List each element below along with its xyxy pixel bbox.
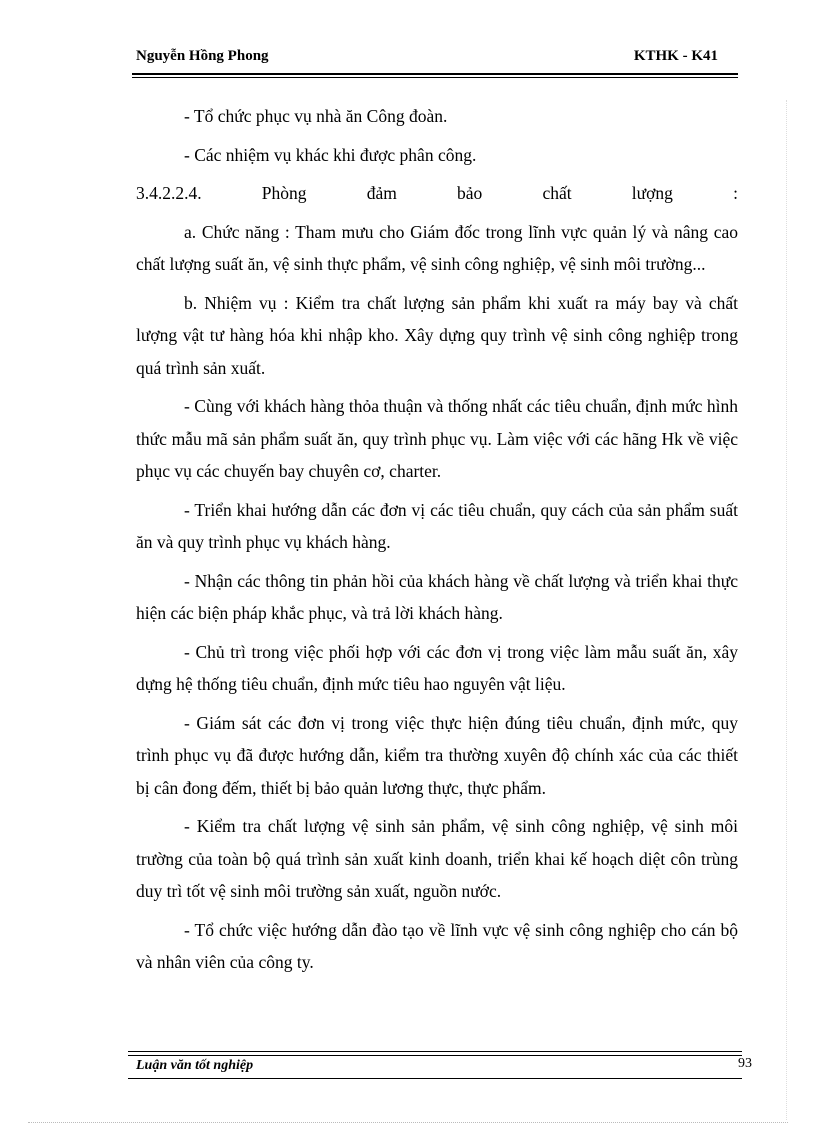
paragraph: - Triển khai hướng dẫn các đơn vị các tiêu chuẩn, quy cách của sản phẩm suất ăn và quy trình phục vụ khách hàng.	[136, 499, 738, 552]
footer-title: Luận văn tốt nghiệp	[136, 1058, 254, 1073]
paragraph: - Kiểm tra chất lượng vệ sinh sản phẩm, vệ sinh công nghiệp, vệ sinh môi trường của toàn bộ quá trình sản xuất kinh doanh, triển khai kế hoạch diệt côn trùng duy trì tốt vệ sinh môi trường sản xuất, nguồn nước.	[136, 816, 738, 901]
section-number: 3.4.2.2.4.	[136, 183, 202, 203]
header-class: KTHK - K41	[633, 48, 718, 64]
paragraph: - Giám sát các đơn vị trong việc thực hiện đúng tiêu chuẩn, định mức, quy trình phục vụ đã được hướng dẫn, kiểm tra thường xuyên độ chính xác của các thiết bị cân đong đếm, thiết bị bảo quản lương thực, thực phẩm.	[136, 712, 738, 798]
heading-word: Phòng	[261, 183, 307, 203]
footer-bottom-rule	[128, 1078, 742, 1079]
footer-rule-double	[128, 1055, 742, 1056]
page-header	[132, 48, 722, 70]
header-author: Nguyễn Hồng Phong	[136, 48, 269, 64]
heading-word: bảo	[457, 183, 483, 203]
paragraph: - Tổ chức việc hướng dẫn đào tạo về lĩnh vực vệ sinh công nghiệp cho cán bộ và nhân viên của công ty.	[136, 919, 738, 972]
heading-word: :	[733, 183, 738, 203]
paragraph: - Tổ chức phục vụ nhà ăn Công đoàn.	[184, 106, 448, 126]
header-rule	[132, 73, 738, 75]
heading-word: đảm	[366, 183, 397, 203]
header-rule-thin	[132, 77, 738, 78]
paragraph: - Các nhiệm vụ khác khi được phân công.	[184, 144, 477, 165]
section-heading	[136, 177, 738, 210]
paragraph: a. Chức năng : Tham mưu cho Giám đốc trong lĩnh vực quản lý và nâng cao chất lượng suất ăn, vệ sinh thực phẩm, vệ sinh công nghiệp, vệ sinh môi trường...	[136, 221, 738, 274]
paragraph: - Nhận các thông tin phản hồi của khách hàng về chất lượng và triển khai thực hiện các biện pháp khắc phục, và trả lời khách hàng.	[136, 570, 738, 623]
page-number: 93	[738, 1056, 752, 1071]
paragraph: - Cùng với khách hàng thỏa thuận và thống nhất các tiêu chuẩn, định mức hình thức mẫu mã sản phẩm suất ăn, quy trình phục vụ. Làm việc với các hãng Hk về việc phục vụ các chuyến bay chuyên cơ, charter.	[136, 396, 738, 481]
page-body	[136, 100, 738, 985]
page-edge-guide	[786, 100, 787, 1120]
footer-rule	[128, 1051, 742, 1052]
paragraph: b. Nhiệm vụ : Kiểm tra chất lượng sản phẩm khi xuất ra máy bay và chất lượng vật tư hàng hóa khi nhập kho. Xây dựng quy trình vệ sinh công nghiệp trong quá trình sản xuất.	[136, 292, 738, 378]
heading-word: lượng	[631, 183, 673, 203]
heading-word: chất	[542, 183, 572, 203]
paragraph: - Chủ trì trong việc phối hợp với các đơn vị trong việc làm mẫu suất ăn, xây dựng hệ thống tiêu chuẩn, định mức tiêu hao nguyên vật liệu.	[136, 641, 738, 694]
